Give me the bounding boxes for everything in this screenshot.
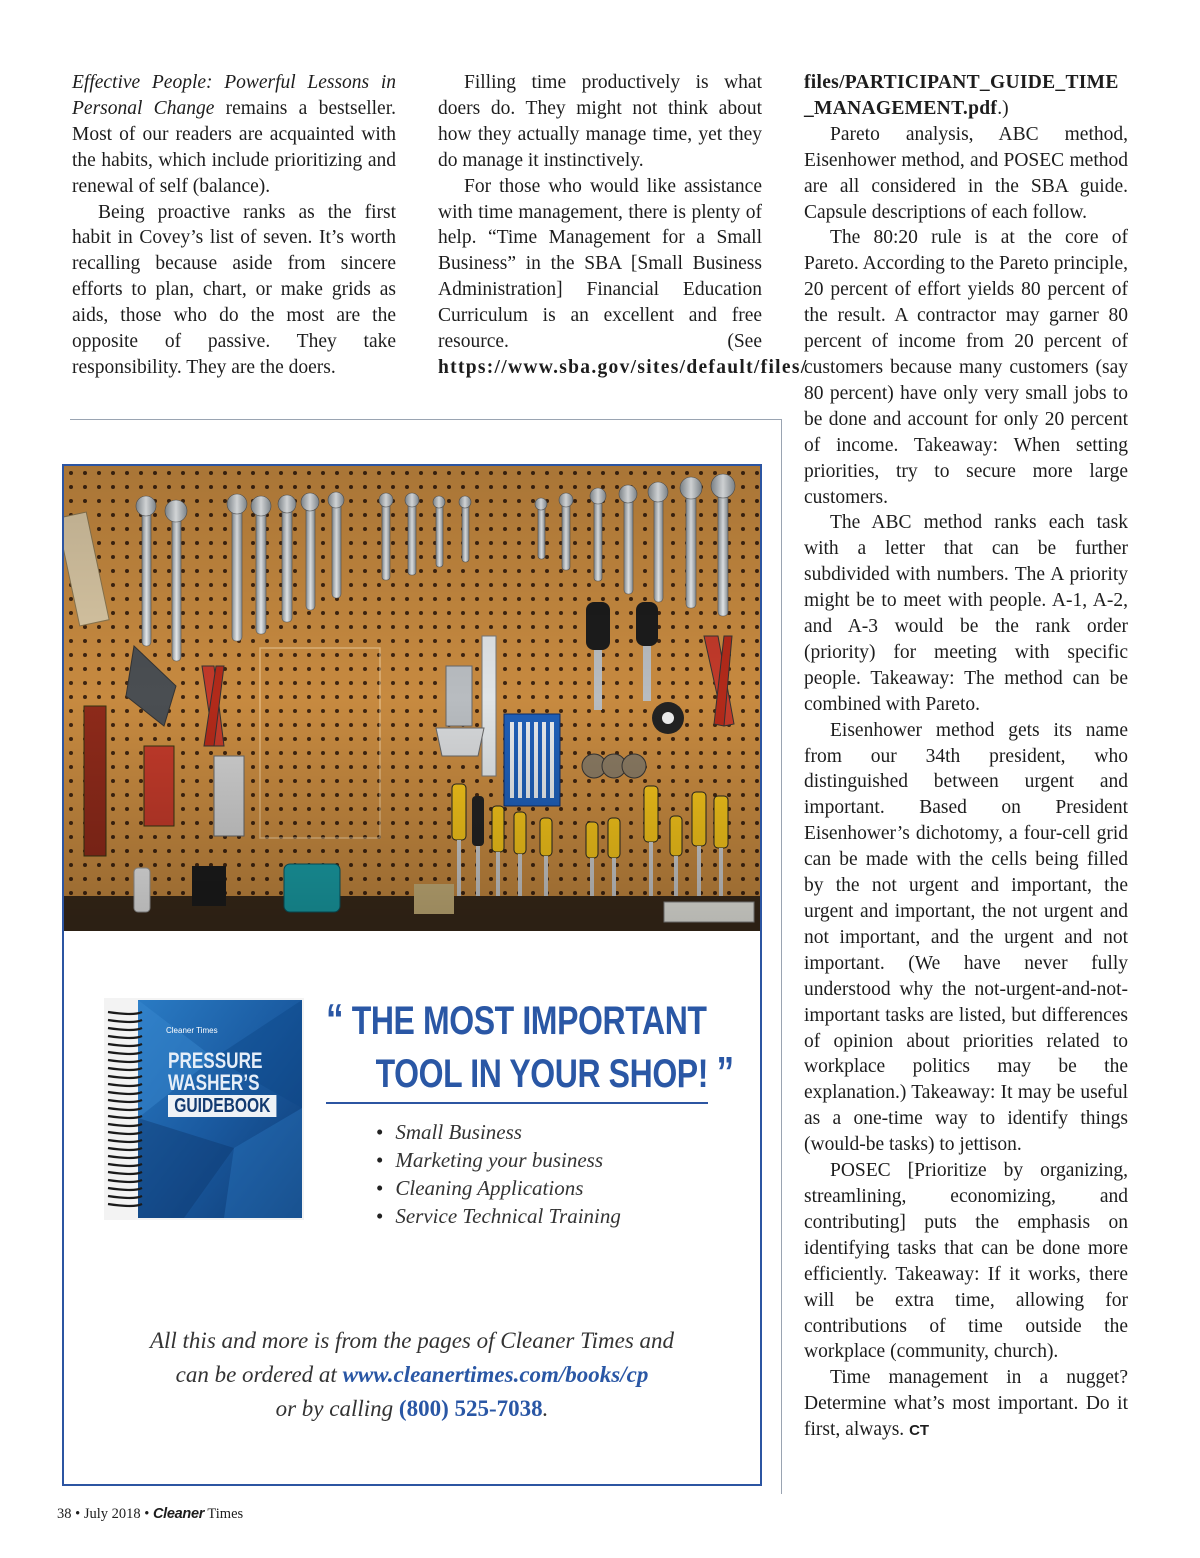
paragraph: The 80:20 rule is at the core of Pareto. According to the Pareto principle, 20 percent of effort yields 80 percent of the result. A contractor may garner 80 percent of income from 20 percent of customers because many customers (say 80 percent) have only very small jobs to be done and account for only 20 percent of income. Takeaway: When setting priorities, try to secure more large customers. (804, 227, 1128, 508)
sba-link-continued[interactable]: files/PARTICIPANT_GUIDE_TIME_MANAGEMENT.pdf (804, 72, 1119, 119)
quote-close-mark: ” (716, 1048, 734, 1097)
headline-rule (326, 1102, 708, 1104)
issue-date: July 2018 (83, 1506, 141, 1522)
paragraph: Filling time productively is what doers do. They might not think about how they actually manage time, yet they do manage it instinctively. (438, 72, 762, 171)
sba-link[interactable]: https://www.sba.gov/sites/default/files/ (438, 356, 808, 378)
article-column-1 (72, 70, 396, 381)
paragraph: Time management in a nugget? Determine what’s most important. Do it first, always. CT (804, 1367, 1128, 1441)
order-phone[interactable]: (800) 525-7038 (398, 1396, 543, 1421)
paragraph: Being proactive ranks as the first habit in Covey’s list of seven. It’s worth recalling because aside from sincere efforts to plan, chart, or make grids as aids, those who do the most are the opposite of passive. They take responsibility. They are the doers. (72, 201, 396, 378)
list-item: • Cleaning Applications (376, 1174, 621, 1202)
paragraph: POSEC [Prioritize by organizing, streamlining, economizing, and contributing] puts the emphasis on identifying tasks that can be done more efficiently. Takeaway: If it works, there will be extra time, allowing for contributions of time outside the workplace (community, church). (804, 1160, 1128, 1363)
list-item: • Small Business (376, 1118, 621, 1146)
paragraph: The ABC method ranks each task with a letter that can be further subdivided with numbers. The A priority might be to meet with people. A-1, A-2, and A-3 would be the rank order (priority) for meeting with specific people. Takeaway: The method can be combined with Pareto. (804, 512, 1128, 715)
horizontal-rule (70, 419, 782, 420)
ad-topics-list (376, 1118, 621, 1230)
guidebook-advertisement[interactable] (62, 464, 762, 1486)
quote-open-mark: “ (326, 995, 344, 1044)
article-column-2 (438, 70, 808, 381)
book-title: Effective People: Powerful Lessons in Personal Change (72, 72, 396, 119)
list-item: • Marketing your business (376, 1146, 621, 1174)
order-link[interactable]: www.cleanertimes.com/books/cp (342, 1362, 649, 1387)
paragraph: For those who would like assistance with time management, there is plenty of help. “Time Management for a Small Business” in the SBA [Small Business Administration] Financial Education Curriculum is an excellent and free resource. (See https://www.sba.gov/sites/default/files/ (438, 175, 808, 378)
page-folio: 38 • July 2018 • Cleaner Times (57, 1506, 244, 1522)
paragraph: Effective People: Powerful Lessons in Personal Change remains a bestseller. Most of our readers are acquainted with the habits, which include prioritizing and renewal of self (balance). (72, 72, 397, 197)
guidebook-cover (104, 998, 304, 1220)
ad-footer: All this and more is from the pages of Cleaner Times and can be ordered at www.cleanertimes.com/books/cp or by calling (800) 525-7038. (149, 1328, 675, 1421)
ad-headline: “ THE MOST IMPORTANT TOOL IN YOUR SHOP! ” (326, 995, 734, 1097)
end-mark: CT (909, 1422, 930, 1440)
pegboard-tools-photo (64, 466, 760, 931)
paragraph: Pareto analysis, ABC method, Eisenhower method, and POSEC method are all considered in the SBA guide. Capsule descriptions of each follow. (804, 123, 1128, 223)
list-item: • Service Technical Training (376, 1202, 621, 1230)
magazine-name: Cleaner (152, 1506, 205, 1522)
page-number: 38 (57, 1506, 72, 1522)
paragraph: files/PARTICIPANT_GUIDE_TIME_MANAGEMENT.pdf.) (804, 72, 1119, 119)
vertical-rule (781, 419, 782, 1494)
book-title: PRESSURE WASHER’S GUIDEBOOK (168, 1050, 277, 1117)
article-column-3 (804, 70, 1128, 1444)
book-brand: Cleaner Times (166, 1026, 218, 1035)
paragraph: Eisenhower method gets its name from our 34th president, who distinguished between urgent and important. Based on President Eisenhower’s dichotomy, a four-cell grid can be made with the cells being filled by the not urgent and important, the urgent and important, the not urgent and not important, and the urgent and not important. (We have never fully understood why the not-urgent-and-not-important tasks are listed, but differences of opinion about priorities related to workplace politics may be the explanation.) Takeaway: It may be useful as a one-time way to identify things (would-be tasks) to jettison. (804, 719, 1128, 1156)
